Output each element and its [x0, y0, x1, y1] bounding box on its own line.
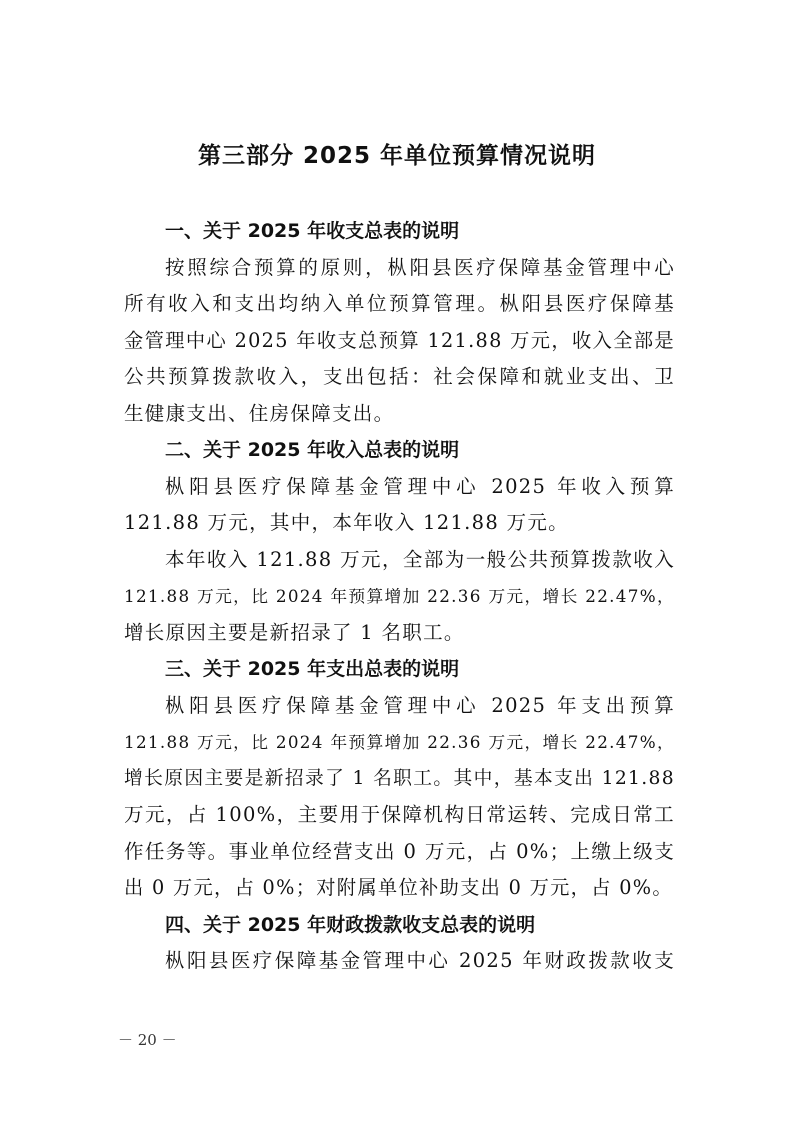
paragraph	[124, 943, 675, 980]
paragraph-line: 枞阳县医疗保障基金管理中心 2025 年支出预算	[165, 693, 675, 717]
paragraph	[124, 542, 675, 652]
paragraph-line: 万元，占 100%，主要用于保障机构日常运转、完成日常工	[124, 803, 675, 826]
section-heading: 一、关于 2025 年收支总表的说明	[165, 220, 460, 242]
document-body	[124, 213, 675, 980]
paragraph-line: 增长原因主要是新招录了 1 名职工。其中，基本支出 121.88	[124, 767, 675, 789]
paragraph-line: 生健康支出、住房保障支出。	[124, 401, 395, 425]
paragraph-line: 金管理中心 2025 年收支总预算 121.88 万元，收入全部是	[124, 328, 675, 352]
paragraph-line: 121.88 万元，比 2024 年预算增加 22.36 万元，增长 22.47%，	[124, 732, 675, 752]
paragraph-line: 公共预算拨款收入，支出包括：社会保障和就业支出、卫	[124, 365, 675, 388]
paragraph-line: 增长原因主要是新招录了 1 名职工。	[124, 620, 465, 644]
paragraph-line: 作任务等。事业单位经营支出 0 万元，占 0%；上缴上级支	[124, 839, 675, 863]
paragraph-line: 枞阳县医疗保障基金管理中心 2025 年收入预算	[165, 474, 675, 498]
section-heading: 三、关于 2025 年支出总表的说明	[165, 658, 460, 680]
paragraph-line: 所有收入和支出均纳入单位预算管理。枞阳县医疗保障基	[124, 292, 675, 315]
paragraph-line: 按照综合预算的原则，枞阳县医疗保障基金管理中心	[165, 255, 675, 279]
paragraph	[124, 250, 675, 433]
section-heading: 四、关于 2025 年财政拨款收支总表的说明	[165, 913, 536, 936]
section-heading: 二、关于 2025 年收入总表的说明	[165, 439, 460, 461]
paragraph-line: 枞阳县医疗保障基金管理中心 2025 年财政拨款收支	[165, 949, 675, 972]
paragraph	[124, 469, 675, 542]
page-number: － 20 －	[118, 1031, 177, 1049]
paragraph-line: 出 0 万元，占 0%；对附属单位补助支出 0 万元，占 0%。	[124, 876, 673, 899]
paragraph-line: 121.88 万元，比 2024 年预算增加 22.36 万元，增长 22.47%，	[124, 586, 675, 606]
paragraph	[124, 688, 675, 907]
paragraph-line: 121.88 万元，其中，本年收入 121.88 万元。	[124, 511, 569, 534]
page-title: 第三部分 2025 年单位预算情况说明	[197, 143, 597, 169]
paragraph-line: 本年收入 121.88 万元，全部为一般公共预算拨款收入	[165, 547, 675, 571]
